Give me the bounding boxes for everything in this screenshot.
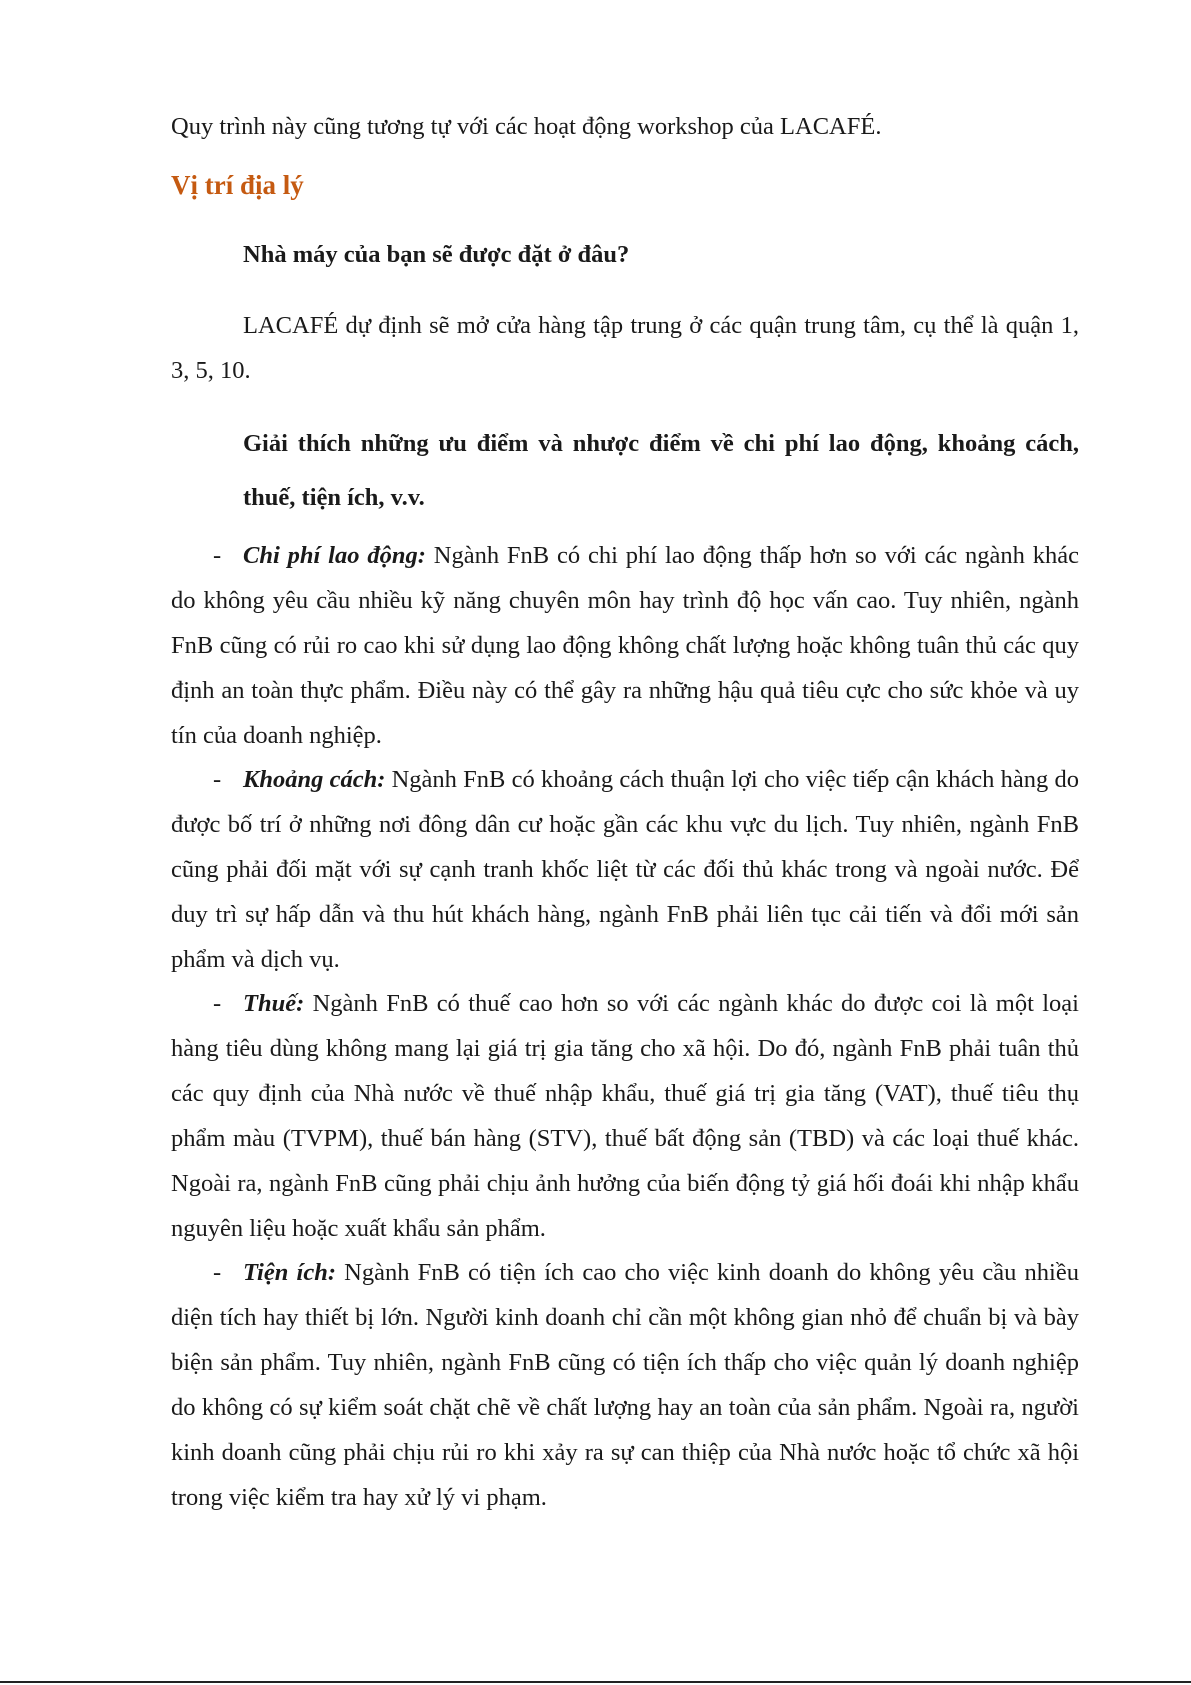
bullet-marker: - [213, 1259, 222, 1286]
bullet-text: Ngành FnB có chi phí lao động thấp hơn so với các ngành khác do không yêu cầu nhiều kỹ năng chuyên môn hay trình độ học vấn cao. Tuy nhiên, ngành FnB cũng có rủi ro cao khi sử dụng lao động không chất lượng hoặc không tuân thủ các quy định an toàn thực phẩm. Điều này có thể gây ra những hậu quả tiêu cực cho sức khỏe và uy tín của doanh nghiệp. [171, 542, 1079, 749]
section-heading: Vị trí địa lý [171, 170, 304, 200]
bullet-term: Khoảng cách: [243, 766, 386, 793]
bullet-text: Ngành FnB có thuế cao hơn so với các ngành khác do được coi là một loại hàng tiêu dùng không mang lại giá trị gia tăng cho xã hội. Do đó, ngành FnB phải tuân thủ các quy định của Nhà nước về thuế nhập khẩu, thuế giá trị gia tăng (VAT), thuế tiêu thụ phẩm màu (TVPM), thuế bán hàng (STV), thuế bất động sản (TBD) và các loại thuế khác. Ngoài ra, ngành FnB cũng phải chịu ảnh hưởng của biến động tỷ giá hối đoái khi nhập khẩu nguyên liệu hoặc xuất khẩu sản phẩm. [171, 990, 1079, 1242]
bullet-term: Tiện ích: [243, 1259, 336, 1286]
bullet-item-utilities [171, 1250, 1079, 1520]
bullet-marker: - [213, 542, 222, 569]
bullet-marker: - [213, 766, 222, 793]
page-content [171, 105, 1079, 1519]
bullet-list [171, 533, 1079, 1520]
bullet-item-labor-cost [171, 533, 1079, 758]
bullet-term: Chi phí lao động: [243, 542, 426, 569]
footer-divider [0, 1681, 1191, 1683]
intro-paragraph: Quy trình này cũng tương tự với các hoạt động workshop của LACAFÉ. [171, 113, 882, 140]
bullet-item-distance [171, 757, 1079, 982]
question-2: Giải thích những ưu điểm và nhược điểm về chi phí lao động, khoảng cách, thuế, tiện ích, v.v. [243, 430, 1079, 511]
bullet-item-tax [171, 981, 1079, 1251]
bullet-text: Ngành FnB có khoảng cách thuận lợi cho việc tiếp cận khách hàng do được bố trí ở những nơi đông dân cư hoặc gần các khu vực du lịch. Tuy nhiên, ngành FnB cũng phải đối mặt với sự cạnh tranh khốc liệt từ các đối thủ khác trong và ngoài nước. Để duy trì sự hấp dẫn và thu hút khách hàng, ngành FnB phải liên tục cải tiến và đổi mới sản phẩm và dịch vụ. [171, 766, 1079, 973]
bullet-marker: - [213, 990, 222, 1017]
bullet-text: Ngành FnB có tiện ích cao cho việc kinh doanh do không yêu cầu nhiều diện tích hay thiết bị lớn. Người kinh doanh chỉ cần một không gian nhỏ để chuẩn bị và bày biện sản phẩm. Tuy nhiên, ngành FnB cũng có tiện ích thấp cho việc quản lý doanh nghiệp do không có sự kiểm soát chặt chẽ về chất lượng hay an toàn của sản phẩm. Ngoài ra, người kinh doanh cũng phải chịu rủi ro khi xảy ra sự can thiệp của Nhà nước hoặc tổ chức xã hội trong việc kiểm tra hay xử lý vi phạm. [171, 1259, 1079, 1511]
bullet-term: Thuế: [243, 990, 305, 1017]
answer-1: LACAFÉ dự định sẽ mở cửa hàng tập trung ở các quận trung tâm, cụ thể là quận 1, 3, 5, 10. [171, 312, 1079, 384]
question-1: Nhà máy của bạn sẽ được đặt ở đâu? [243, 241, 630, 268]
